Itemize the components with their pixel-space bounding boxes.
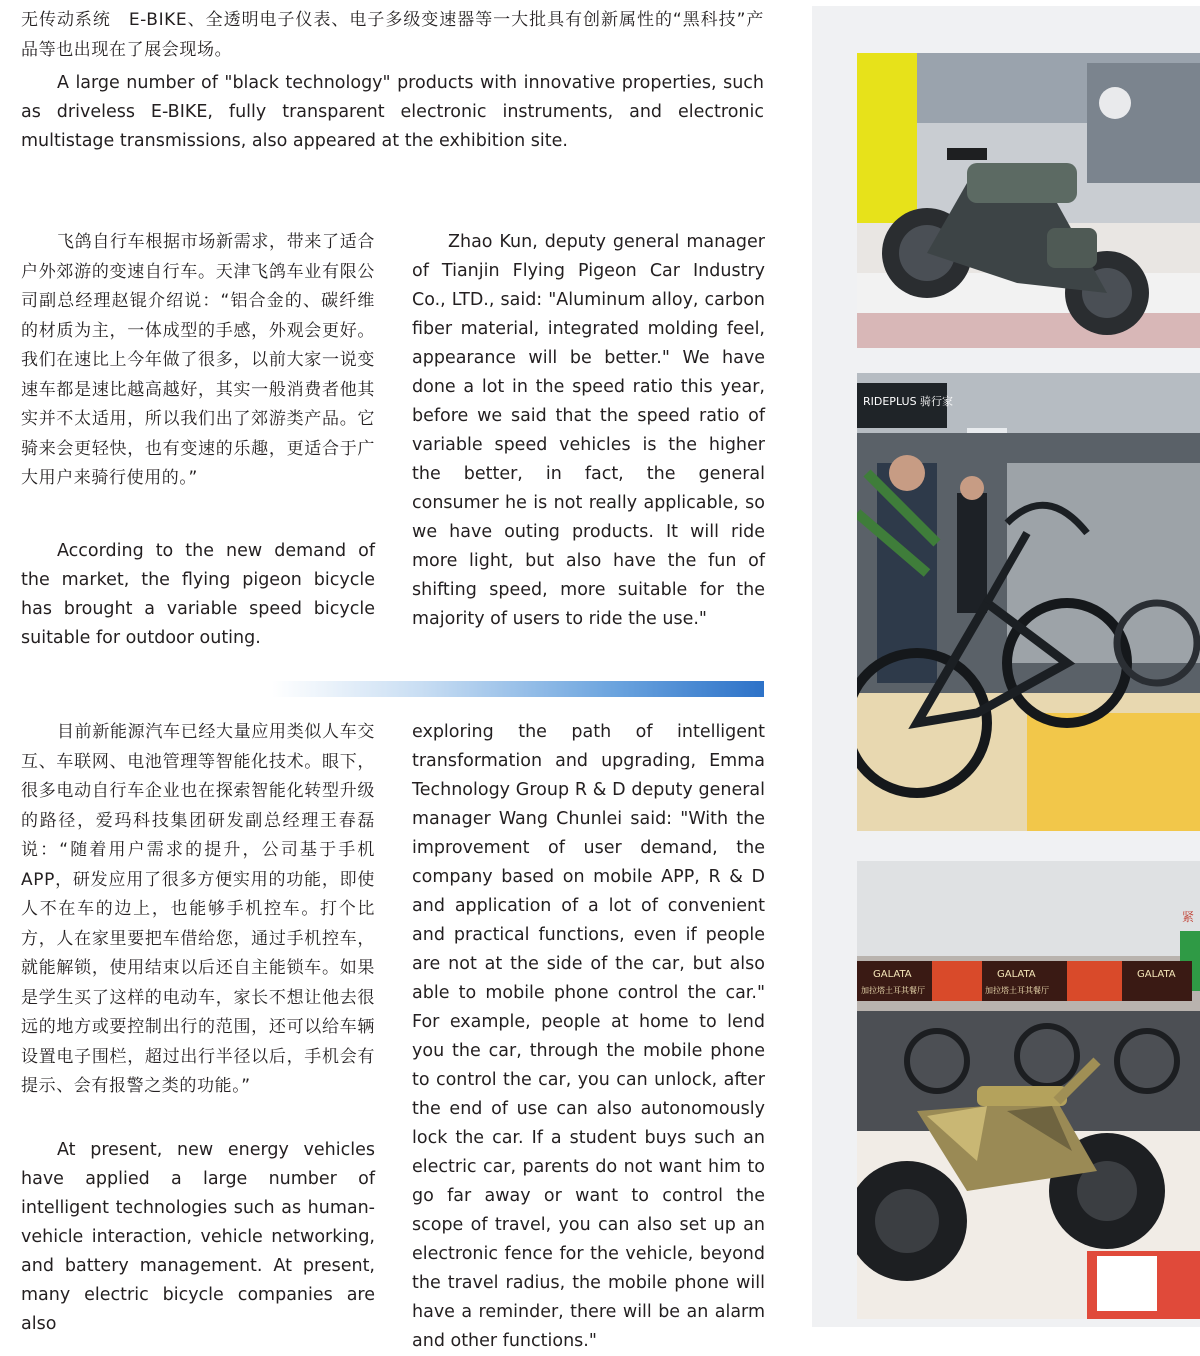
- photo-camo-bike: [857, 861, 1200, 1319]
- exhibition-sign-text: RIDEPLUS 骑行家: [863, 395, 954, 408]
- galata-subsign-2: 加拉塔土耳其餐厅: [985, 986, 1049, 995]
- bicycles-photo-illustration: [857, 373, 1200, 831]
- galata-sign-3: GALATA: [1137, 969, 1176, 980]
- intro-zh: 无传动系统 E-BIKE、全透明电子仪表、电子多级变速器等一大批具有创新属性的“黑科技”产品等也出现在了展会现场。: [21, 10, 764, 60]
- galata-sign-1: GALATA: [873, 969, 912, 980]
- section2-en-left: At present, new energy vehicles have applied a large number of intelligent technologies such as human-vehicle interaction, vehicle networking, and battery management. At present, many electric bicycle companies are also: [21, 1140, 375, 1334]
- camo-bike-photo-illustration: [857, 861, 1200, 1319]
- galata-sign-2: GALATA: [997, 969, 1036, 980]
- section2-zh: 目前新能源汽车已经大量应用类似人车交互、车联网、电池管理等智能化技术。眼下，很多电动自行车企业也在探索智能化转型升级的路径，爱玛科技集团研发副总经理王春磊说：“随着用户需求的提升，公司基于手机APP，研发应用了很多方便实用的功能，即使人不在车的边上，也能够手机控车。打个比方，人在家里要把车借给您，通过手机控车，就能解锁，使用结束以后还自主能锁车。如果是学生买了这样的电动车，家长不想让他去很远的地方或要控制出行的范围，还可以给车辆设置电子围栏，超过出行半径以后，手机会有提示、会有报警之类的功能。”: [21, 722, 375, 1096]
- section1-zh: 飞鸽自行车根据市场新需求，带来了适合户外郊游的变速自行车。天津飞鸽车业有限公司副总经理赵锟介绍说：“铝合金的、碳纤维的材质为主，一体成型的手感，外观会更好。我们在速比上今年做了很多，以前大家一说变速车都是速比越高越好，其实一般消费者他其实并不太适用，所以我们出了郊游类产品。它骑来会更轻快，也有变速的乐趣，更适合于广大用户来骑行使用的。”: [21, 232, 375, 488]
- section-divider: [272, 681, 764, 697]
- section1-en-right: Zhao Kun, deputy general manager of Tianjin Flying Pigeon Car Industry Co., LTD., said: "Aluminum alloy, carbon fiber material, integrated molding feel, appearance will be better." We have done a lot in the speed ratio this year, before we said that the speed ratio of variable speed vehicles is the higher the better, in fact, the general consumer he is not really applicable, so we have outing products. It will ride more light, but also have the fun of shifting speed, more suitable for the majority of users to ride the use.": [412, 232, 765, 629]
- photo-ebike-display: [857, 53, 1200, 348]
- corner-sign-text: 紧: [1182, 910, 1195, 924]
- section2-en-right: exploring the path of intelligent transformation and upgrading, Emma Technology Group R & D deputy general manager Wang Chunlei said: "With the improvement of user demand, the company based on mobile APP, R & D and application of a lot of convenient and practical functions, even if people are not at the side of the car, but also able to mobile phone control the car." For example, people at home to lend you the car, through the mobile phone to control the car, you can unlock, after the end of use can also autonomously lock the car. If a student buys such an electric car, parents do not want him to go far away or want to control the scope of travel, you can also set up an electronic fence for the vehicle, beyond the travel radius, the mobile phone will have a reminder, there will be an alarm and other functions.": [412, 722, 765, 1351]
- ebike-photo-illustration: [857, 53, 1200, 348]
- photo-bicycles-hall: [857, 373, 1200, 831]
- intro-en: A large number of "black technology" products with innovative properties, such as driveless E-BIKE, fully transparent electronic instruments, and electronic multistage transmissions, also appeared at the exhibition site.: [21, 73, 764, 151]
- galata-subsign-1: 加拉塔土耳其餐厅: [861, 986, 925, 995]
- section1-en-left: According to the new demand of the market, the flying pigeon bicycle has brought a variable speed bicycle suitable for outdoor outing.: [21, 541, 375, 648]
